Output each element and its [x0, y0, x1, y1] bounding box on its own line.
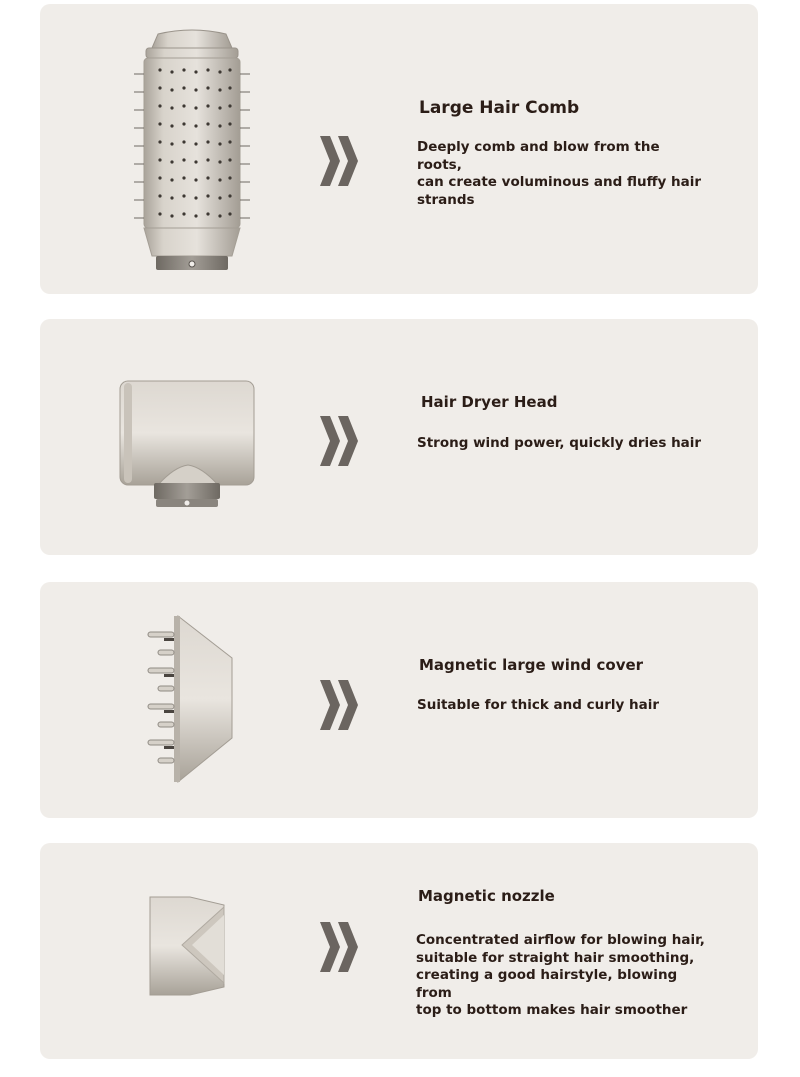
- item-description: Strong wind power, quickly dries hair: [417, 435, 702, 451]
- product-card-magnetic-nozzle: [40, 843, 758, 1059]
- nozzle-icon: [148, 895, 228, 997]
- product-card-large-hair-comb: [40, 4, 758, 294]
- double-chevron-icon: [318, 134, 362, 188]
- round-brush-icon: [132, 24, 252, 276]
- product-card-magnetic-wind-cover: [40, 582, 758, 818]
- double-chevron-icon: [318, 414, 362, 468]
- double-chevron-icon: [318, 920, 362, 974]
- dryer-head-icon: [118, 379, 256, 515]
- item-title: Magnetic large wind cover: [419, 656, 644, 674]
- item-title: Magnetic nozzle: [418, 887, 555, 905]
- diffuser-icon: [144, 612, 240, 786]
- item-title: Hair Dryer Head: [421, 393, 558, 411]
- double-chevron-icon: [318, 678, 362, 732]
- item-title: Large Hair Comb: [419, 98, 580, 118]
- item-description: Concentrated airflow for blowing hair, suitable for straight hair smoothing, creating a good hairstyle, blowing from top to bottom makes hair smoother: [416, 932, 705, 1018]
- product-card-hair-dryer-head: [40, 319, 758, 555]
- item-description: Suitable for thick and curly hair: [417, 697, 660, 713]
- item-description: Deeply comb and blow from the roots, can create voluminous and fluffy hair strands: [417, 139, 702, 208]
